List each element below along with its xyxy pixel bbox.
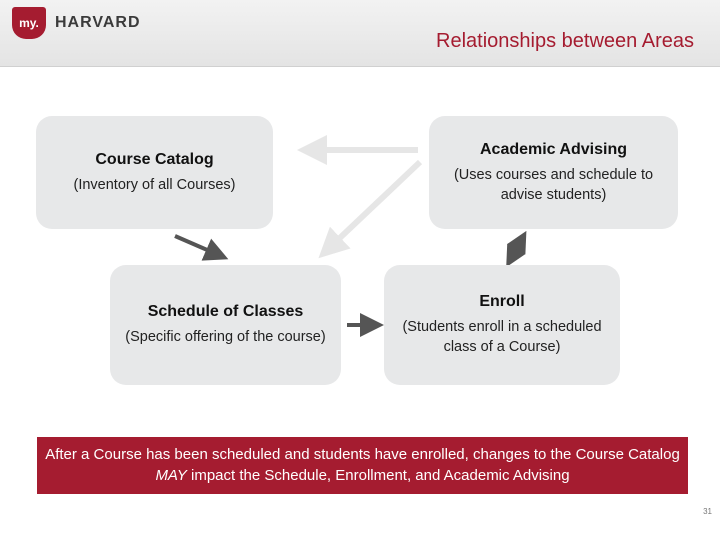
enroll-desc: (Students enroll in a scheduled class of a Course) [402,319,602,355]
academic-advising-desc: (Uses courses and schedule to advise students) [453,166,654,203]
callout-text-part2: impact the Schedule, Enrollment, and Academic Advising [186,467,570,484]
enroll-box [384,265,620,385]
page-title: Relationships between Areas [436,30,694,52]
arrow-enroll-advising [513,237,523,255]
academic-advising-title: Academic Advising [479,140,627,158]
schedule-of-classes-box [110,265,341,385]
arrow-catalog-to-schedule [175,236,221,256]
callout-banner [37,437,688,494]
logo-wordmark: HARVARD [55,14,141,31]
course-catalog-desc: (Inventory of all Courses) [73,176,236,193]
callout-text-part1: After a Course has been scheduled and students have enrolled, changes to the Course Catalog [45,446,680,463]
course-catalog-box [36,116,273,229]
course-catalog-title: Course Catalog [95,150,214,168]
page-number: 31 [703,507,712,516]
callout-emphasis: MAY [155,467,187,484]
schedule-of-classes-desc: (Specific offering of the course) [125,329,326,345]
shield-icon: my. [12,7,46,39]
schedule-of-classes-title: Schedule of Classes [147,303,304,320]
academic-advising-box [429,116,678,229]
enroll-title: Enroll [479,293,525,310]
arrow-advising-to-schedule [325,162,420,252]
